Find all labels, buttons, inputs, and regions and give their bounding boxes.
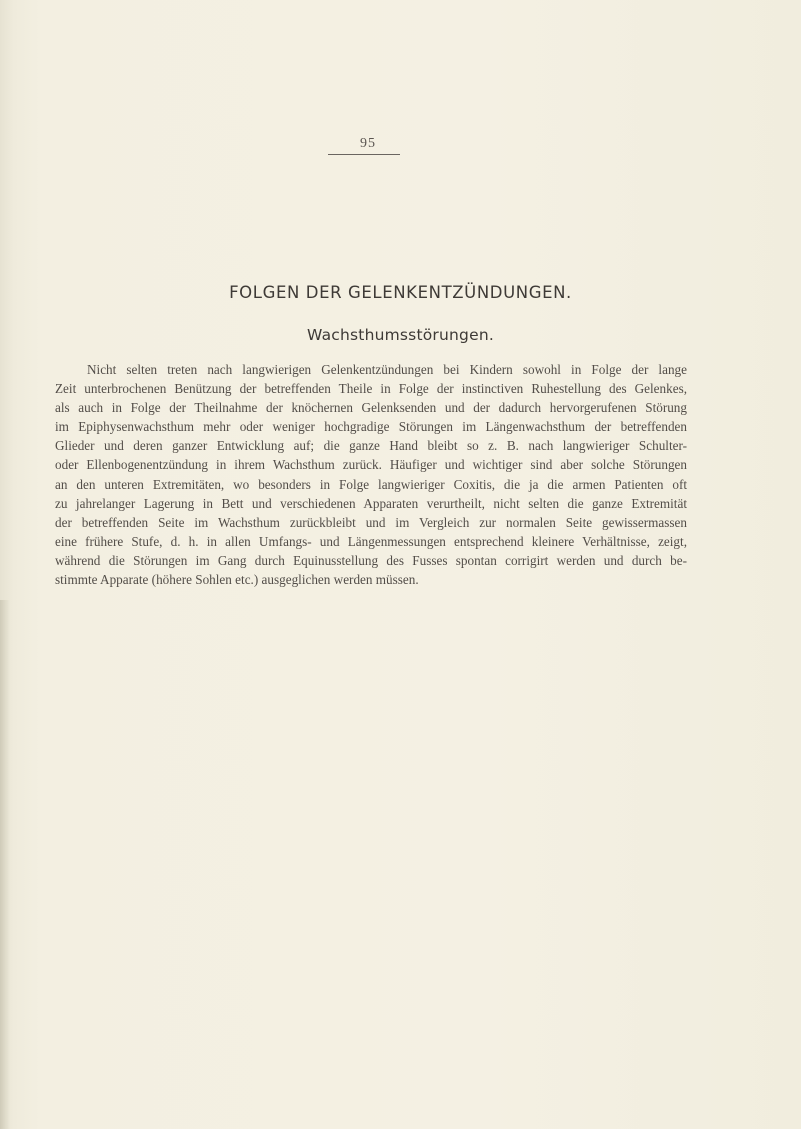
paragraph-line: Zeit unterbrochenen Benützung der betreffenden Theile in Folge der instinctiven Ruhestellung des Gelenkes, xyxy=(55,381,687,397)
section-title: Wachsthumsstörungen. xyxy=(307,326,494,344)
paragraph-line: Glieder und deren ganzer Entwicklung auf; die ganze Hand bleibt so z. B. nach langwieriger Schulter- xyxy=(55,438,687,454)
page-number-rule xyxy=(328,154,400,155)
paragraph-line: während die Störungen im Gang durch Equinusstellung des Fusses spontan corrigirt werden und durch be- xyxy=(55,552,687,568)
paragraph-line: stimmte Apparate (höhere Sohlen etc.) ausgeglichen werden müssen. xyxy=(55,572,419,588)
paragraph-line: zu jahrelanger Lagerung in Bett und verschiedenen Apparaten verurtheilt, nicht selten die ganze Extremität xyxy=(55,495,687,511)
chapter-title: FOLGEN DER GELENKENTZÜNDUNGEN. xyxy=(229,283,572,302)
page-number: 95 xyxy=(360,136,376,151)
paragraph-line: an den unteren Extremitäten, wo besonders in Folge langwieriger Coxitis, die ja die armen Patienten oft xyxy=(55,476,687,492)
paragraph-line: Nicht selten treten nach langwierigen Gelenkentzündungen bei Kindern sowohl in Folge der lange xyxy=(87,362,687,377)
page-edge-shadow xyxy=(0,600,10,1129)
paragraph-line: der betreffenden Seite im Wachsthum zurückbleibt und im Vergleich zur normalen Seite gewissermassen xyxy=(55,514,687,530)
paragraph-line: als auch in Folge der Theilnahme der knöchernen Gelenksenden und der dadurch hervorgerufenen Störung xyxy=(55,400,687,416)
paragraph-line: im Epiphysenwachsthum mehr oder weniger hochgradige Störungen im Längenwachsthum der betreffenden xyxy=(55,419,687,435)
paragraph-line: oder Ellenbogenentzündung in ihrem Wachsthum zurück. Häufiger und wichtiger sind aber solche Störungen xyxy=(55,457,687,473)
paragraph-line: eine frühere Stufe, d. h. in allen Umfangs- und Längenmessungen entsprechend kleinere Verhältnisse, zeigt, xyxy=(55,533,687,549)
body-paragraph xyxy=(55,360,687,589)
